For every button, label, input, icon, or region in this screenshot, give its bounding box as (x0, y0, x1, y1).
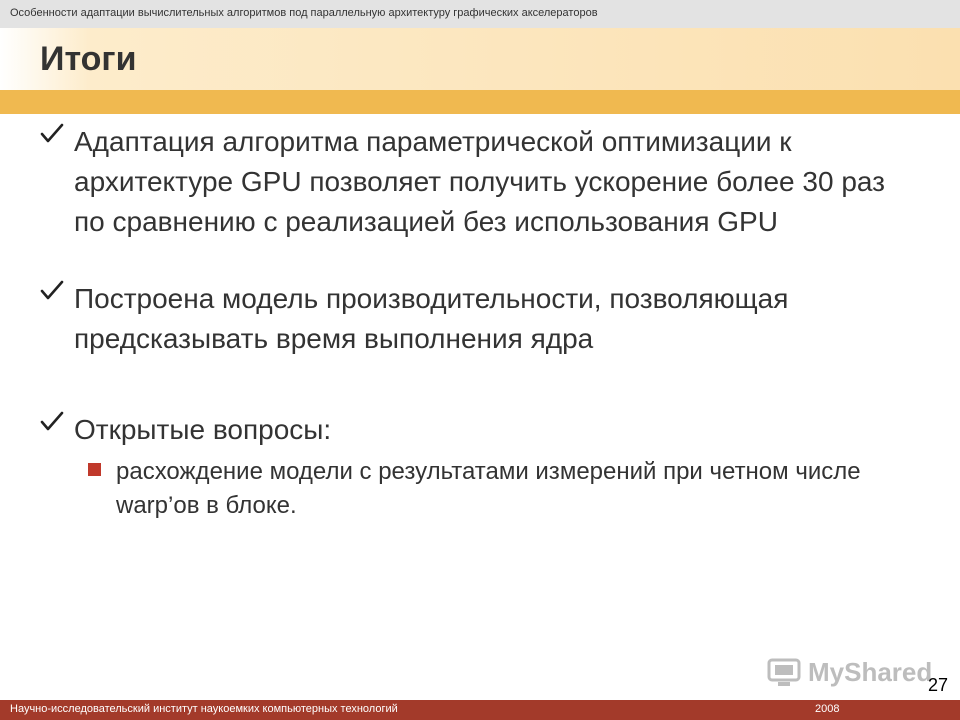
square-bullet-icon (88, 463, 101, 476)
bullet-text: Адаптация алгоритма параметрической оптимизации к архитектуре GPU позволяет получить ускорение более 30 раз по сравнению с реализацией без использования GPU (74, 126, 885, 237)
watermark-text: MyShared (808, 656, 933, 687)
accent-bar (0, 90, 960, 114)
bullet-text: Открытые вопросы: (74, 414, 332, 445)
bullet-text: Построена модель производительности, позволяющая предсказывать время выполнения ядра (74, 283, 789, 354)
bullet-item (40, 279, 920, 359)
footer-bar (0, 700, 960, 720)
myshared-logo-icon (766, 654, 802, 690)
bullet-item (40, 410, 920, 450)
checkmark-icon (40, 122, 64, 146)
checkmark-icon (40, 279, 64, 303)
page-number: 27 (928, 675, 949, 695)
checkmark-icon (40, 410, 64, 434)
watermark (766, 654, 932, 690)
slide-title: Итоги (40, 40, 137, 78)
bullet-item (40, 122, 920, 242)
sub-bullet-item (88, 455, 908, 523)
sub-bullet-text: расхождение модели с результатами измерений при четном числе warp’ов в блоке. (116, 458, 861, 519)
running-title: Особенности адаптации вычислительных алгоритмов под параллельную архитектуру графических акселераторов (10, 7, 598, 19)
title-band (0, 28, 960, 90)
footer-institute: Научно-исследовательский институт наукоемких компьютерных технологий (10, 703, 398, 715)
footer-year: 2008 (815, 703, 840, 715)
header-bar (0, 0, 960, 28)
